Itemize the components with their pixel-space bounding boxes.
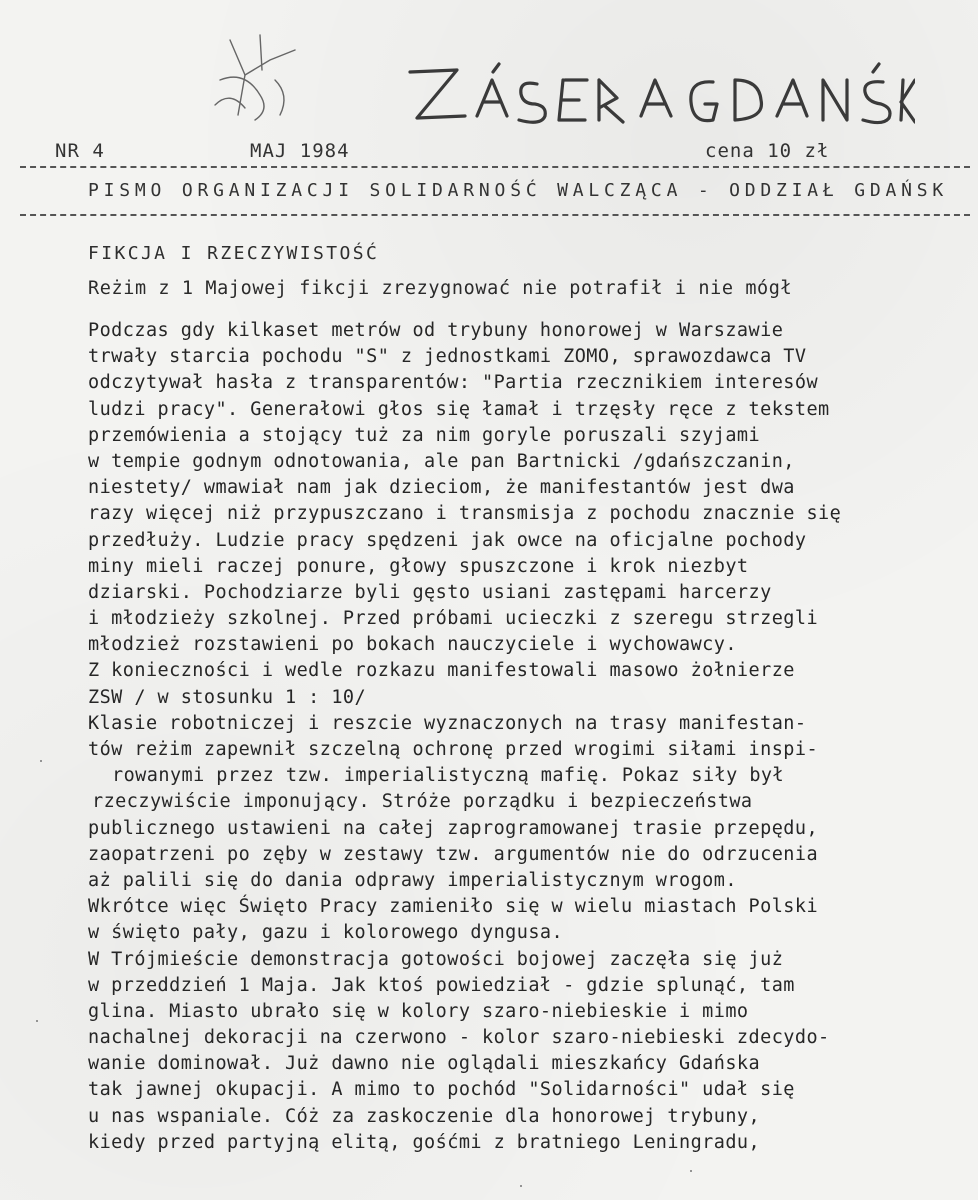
body-line: W Trójmieście demonstracja gotowości bojowej zaczęła się już bbox=[88, 948, 784, 970]
article-body bbox=[88, 318, 918, 1156]
body-line: tak jawnej okupacji. A mimo to pochód "Solidarności" udał się bbox=[88, 1079, 795, 1101]
issue-number: NR 4 bbox=[55, 140, 105, 162]
body-line: miny mieli raczej ponure, głowy spuszczone i krok niezbyt bbox=[88, 555, 749, 577]
body-line: kiedy przed partyjną elitą, gośćmi z bratniego Leningradu, bbox=[88, 1131, 761, 1153]
issue-info-line bbox=[45, 140, 945, 164]
paper-speck bbox=[690, 1170, 692, 1172]
body-line: w przeddzień 1 Maja. Jak ktoś powiedział - gdzie splunąć, tam bbox=[88, 974, 795, 996]
body-line: glina. Miasto ubrało się w kolory szaro-niebieskie i mimo bbox=[88, 1000, 749, 1022]
body-line: aż palili się do dania odprawy imperialistycznym wrogom. bbox=[88, 869, 737, 891]
body-line: publicznego ustawieni na całej zaprogramowanej trasie przepędu, bbox=[88, 817, 819, 839]
body-line: ZSW / w stosunku 1 : 10/ bbox=[88, 686, 367, 708]
body-line: niestety/ wmawiał nam jak dzieciom, że manifestantów jest dwa bbox=[88, 477, 795, 499]
body-line: Klasie robotniczej i reszcie wyznaczonych na trasy manifestan- bbox=[88, 712, 807, 734]
body-line: wanie dominował. Już dawno nie oglądali mieszkańcy Gdańska bbox=[88, 1053, 761, 1075]
body-line: Wkrótce więc Święto Pracy zamieniło się w wielu miastach Polski bbox=[88, 896, 819, 918]
dashed-divider bbox=[20, 214, 970, 216]
paper-speck bbox=[40, 760, 42, 762]
body-line: w święto pały, gazu i kolorowego dyngusa. bbox=[88, 922, 564, 944]
paper-speck bbox=[520, 1185, 522, 1187]
body-line: w tempie godnym odnotowania, ale pan Bartnicki /gdańszczanin, bbox=[88, 450, 795, 472]
body-line: u nas wspaniale. Cóż za zaskoczenie dla honorowej trybuny, bbox=[88, 1105, 761, 1127]
body-line: dziarski. Pochodziarze byli gęsto usiani zastępami harcerzy bbox=[88, 581, 772, 603]
issue-price: cena 10 zł bbox=[705, 140, 830, 162]
paper-speck bbox=[36, 1020, 38, 1022]
dashed-divider bbox=[20, 166, 970, 168]
body-line: przedłuży. Ludzie pracy spędzeni jak owce na oficjalne pochody bbox=[88, 529, 807, 551]
article-title: FIKCJA I RZECZYWISTOŚĆ bbox=[88, 243, 380, 264]
publication-subtitle: PISMO ORGANIZACJI SOLIDARNOŚĆ WALCZĄCA - ODDZIAŁ GDAŃSK bbox=[88, 180, 949, 201]
body-line: odczytywał hasła z transparentów: "Partia rzecznikiem interesów bbox=[88, 372, 819, 394]
body-line: Podczas gdy kilkaset metrów od trybuny honorowej w Warszawie bbox=[88, 320, 784, 341]
body-line: ludzi pracy". Generałowi głos się łamał i trzęsły ręce z tekstem bbox=[88, 398, 830, 420]
body-line: zaopatrzeni po zęby w zestawy tzw. argumentów nie do odrzucenia bbox=[88, 843, 819, 865]
body-line: młodzież rozstawieni po bokach nauczyciele i wychowawcy. bbox=[88, 634, 737, 656]
body-line: Z konieczności i wedle rozkazu manifestowali masowo żołnierze bbox=[88, 660, 795, 682]
body-line: trwały starcia pochodu "S" z jednostkami ZOMO, sprawozdawca TV bbox=[88, 346, 807, 368]
masthead-logo bbox=[395, 50, 915, 145]
article-lead: Reżim z 1 Majowej fikcji zrezygnować nie potrafił i nie mógł bbox=[88, 278, 793, 299]
body-line: rowanymi przez tzw. imperialistyczną mafię. Pokaz siły był bbox=[112, 765, 785, 787]
hand-drawn-sketch bbox=[200, 20, 320, 130]
body-line: i młodzieży szkolnej. Przed próbami ucieczki z szeregu strzegli bbox=[88, 608, 819, 630]
body-line: razy więcej niż przypuszczano i transmisja z pochodu znacznie się bbox=[88, 503, 842, 525]
body-line: przemówienia a stojący tuż za nim goryle poruszali szyjami bbox=[88, 424, 761, 446]
body-line: rzeczywiście imponujący. Stróże porządku i bezpieczeństwa bbox=[92, 791, 753, 813]
issue-date: MAJ 1984 bbox=[250, 140, 350, 162]
body-line: tów reżim zapewnił szczelną ochronę przed wrogimi siłami inspi- bbox=[88, 739, 819, 760]
body-line: nachalnej dekoracji na czerwono - kolor szaro-niebieski zdecydo- bbox=[88, 1027, 830, 1049]
